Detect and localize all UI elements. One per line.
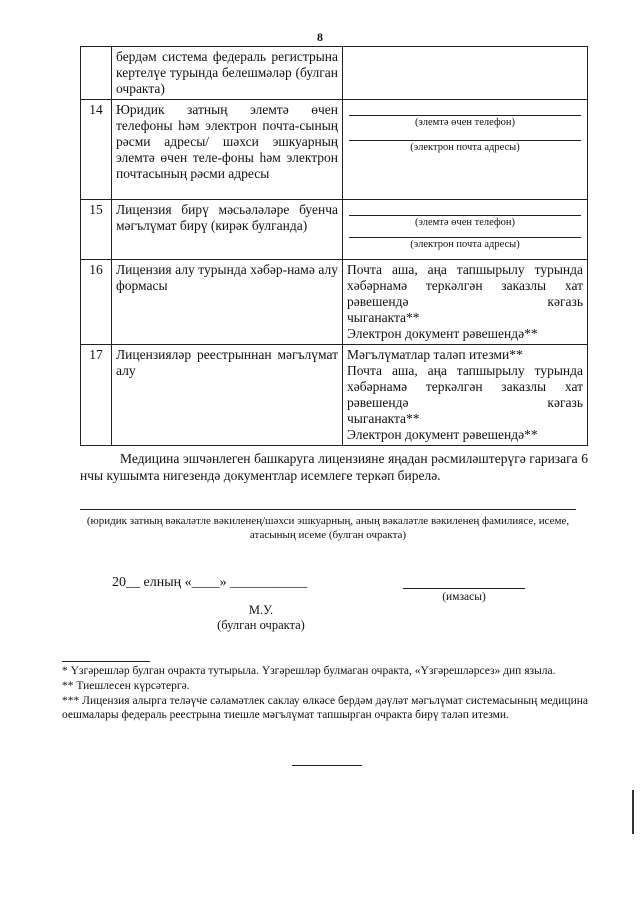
row-number: 14 <box>81 100 112 200</box>
phone-caption: (элемтә өчен телефон) <box>414 217 516 228</box>
delivery-options <box>343 260 588 345</box>
postal-option: Почта аша, аңа тапшырылу турында хәбәрнамә теркәлгән заказлы хат рәвешендә кәгазь <box>347 363 583 410</box>
seal-block <box>200 603 322 633</box>
seal-label: М.У. <box>248 603 274 617</box>
table-row-14 <box>81 100 588 200</box>
row-description: Лицензия бирү мәсьәләләре буенча мәгълүмат бирү (кирәк булганда) <box>112 200 343 260</box>
footnote-separator <box>62 661 150 662</box>
signature-fill-line <box>403 588 525 589</box>
contact-fields <box>343 100 588 200</box>
table-row-17 <box>81 345 588 446</box>
footnote-2: ** Тиешлесен күрсәтергә. <box>62 680 190 692</box>
signatory-fill-line <box>80 509 576 510</box>
postal-option: Почта аша, аңа тапшырылу турында хәбәрнамә теркәлгән заказлы хат рәвешендә кәгазь <box>347 262 583 309</box>
footnote-3: *** Лицензия алырга теләүче сәламәтлек саклау өлкәсе бердәм дәүләт мәгълүмат системасының медицина оешмалары федераль реестрына тиешле мәгълүмат тапшырган очракта бирү таләп итезми. <box>62 695 588 721</box>
phone-fill-line <box>349 115 581 116</box>
row-value-empty <box>343 47 588 100</box>
electronic-option: Электрон документ рәвешендә** <box>347 326 538 341</box>
row-number: 17 <box>81 345 112 446</box>
application-table <box>80 46 588 446</box>
footnotes <box>62 664 588 723</box>
row-description: Юридик затның элемтә өчен телефоны һәм электрон почта-сының рәсми адресы/ шәхси эшкуарның элемтә өчен теле-фоны һәм электрон почтасының рәсми адресы <box>112 100 343 200</box>
scan-edge-mark <box>632 790 634 834</box>
row-description: Лицензияләр реестрыннан мәгълүмат алу <box>112 345 343 446</box>
postal-option-end: чыганакта** <box>347 411 420 426</box>
row-description: бердәм система федераль регистрына кертелүе турында белешмәләр (булган очракта) <box>112 47 343 100</box>
end-rule <box>292 765 362 766</box>
contact-fields <box>343 200 588 260</box>
row-number: 15 <box>81 200 112 260</box>
table-row-16 <box>81 260 588 345</box>
electronic-option: Электрон документ рәвешендә** <box>347 427 538 442</box>
date-line: 20__ елның «____» ___________ <box>112 575 308 590</box>
postal-option-end: чыганакта** <box>347 310 420 325</box>
row-number: 16 <box>81 260 112 345</box>
phone-fill-line <box>349 215 581 216</box>
seal-caption: (булган очракта) <box>217 618 305 632</box>
signature-caption: (имзасы) <box>442 591 486 603</box>
table-row-continuation <box>81 47 588 100</box>
delivery-options <box>343 345 588 446</box>
table-row-15 <box>81 200 588 260</box>
footnote-1: * Үзгәрешләр булган очракта тутырыла. Үзгәрешләр булмаган очракта, «Үзгәрешләрсез» дип языла. <box>62 665 556 677</box>
row-number <box>81 47 112 100</box>
email-caption: (электрон почта адресы) <box>410 239 520 250</box>
email-caption: (электрон почта адресы) <box>410 142 520 153</box>
phone-caption: (элемтә өчен телефон) <box>414 117 516 128</box>
signatory-caption: (юридик затның вәкаләтле вәкиленең/шәхси эшкуарның, аның вәкаләтле вәкиленең фамилиясе, исеме, атасының исеме (булган очракта) <box>86 515 570 541</box>
attachment-note: Медицина эшчәнлеген башкаруга лицензияне яңадан рәсмиләштерүгә гаризага 6 нчы кушымта нигезендә документлар исемлеге теркәп бирелә. <box>80 451 588 483</box>
email-fill-line <box>349 237 581 238</box>
no-info-option: Мәгълүматлар таләп итезми** <box>347 347 523 362</box>
email-fill-line <box>349 140 581 141</box>
page-number: 8 <box>317 30 323 44</box>
row-description: Лицензия алу турында хәбәр-намә алу формасы <box>112 260 343 345</box>
